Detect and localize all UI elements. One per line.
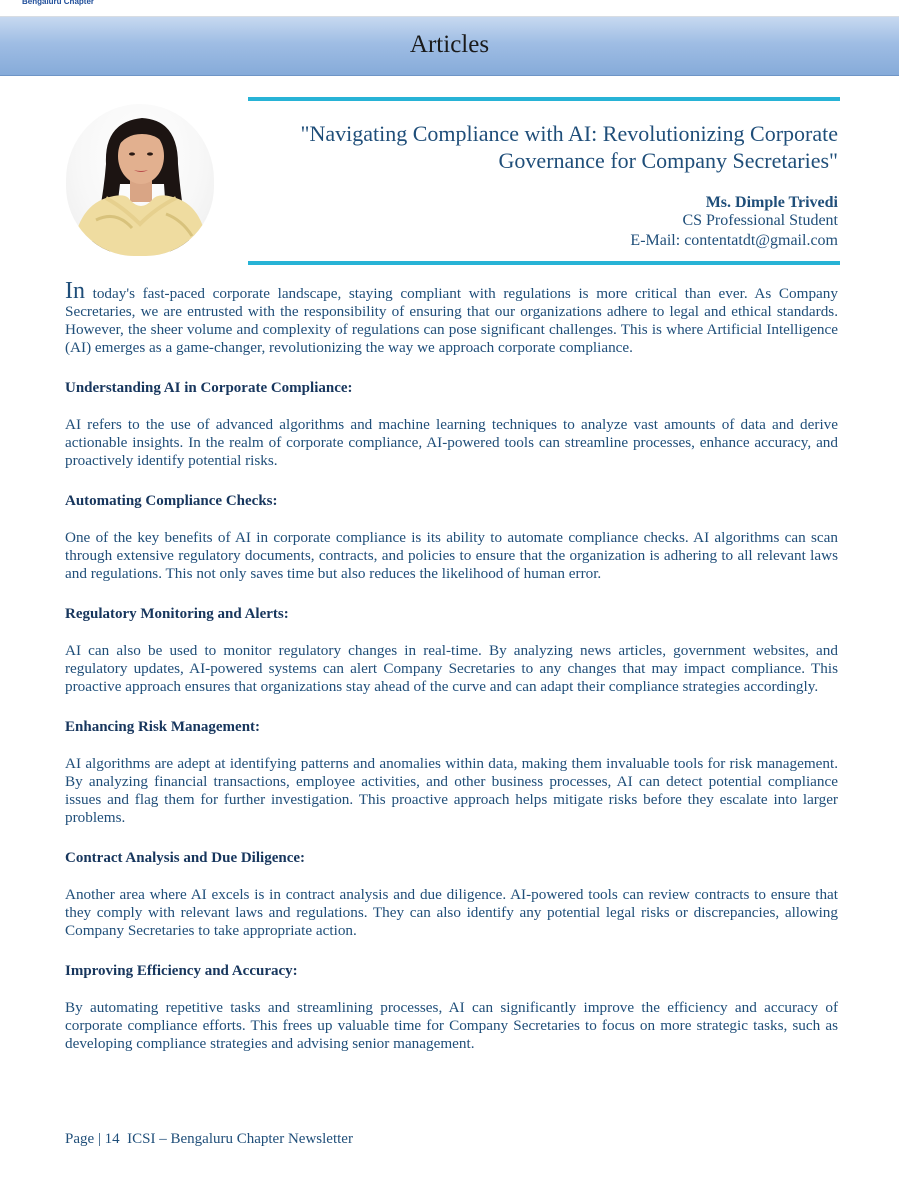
article-body [65,278,838,1053]
banner-title: Articles [409,31,490,58]
section-paragraph: Another area where AI excels is in contract analysis and due diligence. AI-powered tools can review contracts to ensure that they comply with relevant laws and regulations. They can also identify any potential legal risks or discrepancies, allowing Company Secretaries to take appropriate action. [65,886,838,939]
author-email: E-Mail: contentatdt@gmail.com [630,232,838,249]
section-paragraph: One of the key benefits of AI in corporate compliance is its ability to automate compliance checks. AI algorithms can scan through extensive regulatory documents, contracts, and policies to ensure that the organization is adhering to all relevant laws and regulations. This not only saves time but also reduces the likelihood of human error. [65,529,838,582]
section-paragraph: AI algorithms are adept at identifying patterns and anomalies within data, making them invaluable tools for risk management. By analyzing financial transactions, employee activities, and other business processes, AI can detect potential compliance issues and flag them for further investigation. This proactive approach helps mitigate risks before they escalate into larger problems. [65,755,838,826]
section-heading: Enhancing Risk Management: [65,719,261,735]
chapter-label: Bengaluru Chapter [22,0,95,6]
section-heading: Regulatory Monitoring and Alerts: [65,606,289,622]
bottom-accent-rule [248,261,840,265]
author-role: CS Professional Student [682,212,838,229]
author-portrait-icon [66,104,214,256]
section-paragraph: By automating repetitive tasks and streamlining processes, AI can significantly improve the efficiency and accuracy of corporate compliance efforts. This frees up valuable time for Company Secretaries to focus on more strategic tasks, such as developing compliance strategies and advising senior management. [65,999,838,1052]
section-banner [0,17,899,76]
top-accent-rule [248,97,840,101]
section-paragraph: AI can also be used to monitor regulatory changes in real-time. By analyzing news articles, government websites, and regulatory updates, AI-powered systems can alert Company Secretaries to any changes that may impact compliance. This proactive approach ensures that organizations stay ahead of the curve and can adapt their compliance strategies accordingly. [65,642,838,695]
intro-text: today's fast-paced corporate landscape, staying compliant with regulations is more critical than ever. As Company Secretaries, we are entrusted with the responsibility of ensuring that our organizations adhere to legal and ethical standards. However, the sheer volume and complexity of regulations can pose significant challenges. This is where Artificial Intelligence (AI) emerges as a game-changer, revolutionizing the way we approach corporate compliance. [65,285,838,356]
article-title: "Navigating Compliance with AI: Revolutionizing Corporate Governance for Company Secretaries" [300,121,838,173]
section-heading: Automating Compliance Checks: [65,493,278,509]
section-paragraph: AI refers to the use of advanced algorithms and machine learning techniques to analyze vast amounts of data and derive actionable insights. In the realm of corporate compliance, AI-powered tools can streamline processes, enhance accuracy, and proactively identify potential risks. [65,416,838,469]
section-heading: Understanding AI in Corporate Compliance: [65,380,353,396]
intro-paragraph [65,278,838,357]
section-heading: Contract Analysis and Due Diligence: [65,850,305,866]
page-footer: Page | 14 ICSI – Bengaluru Chapter Newsletter [65,1131,353,1147]
intro-initial: In [65,278,85,304]
author-photo [66,104,214,256]
top-strip [0,0,899,17]
author-name: Ms. Dimple Trivedi [705,194,838,211]
section-heading: Improving Efficiency and Accuracy: [65,963,298,979]
